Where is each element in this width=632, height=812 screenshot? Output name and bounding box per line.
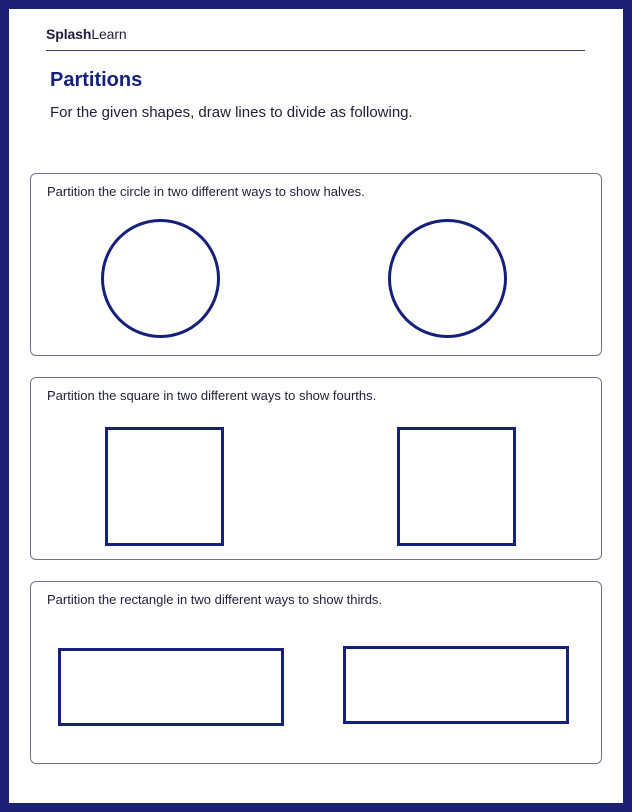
section-prompt: Partition the circle in two different ways to show halves.: [47, 184, 365, 199]
square-shape[interactable]: [397, 427, 516, 546]
section-prompt: Partition the rectangle in two different ways to show thirds.: [47, 592, 383, 607]
section-halves: [30, 173, 602, 356]
section-prompt: Partition the square in two different ways to show fourths.: [47, 388, 377, 403]
brand-logo: [46, 26, 127, 42]
instructions: For the given shapes, draw lines to divide as following.: [50, 104, 413, 121]
brand-logo-learn: Learn: [91, 26, 127, 42]
section-fourths: [30, 377, 602, 560]
brand-logo-splash: Splash: [46, 26, 92, 42]
circle-shape[interactable]: [388, 219, 507, 338]
rectangle-shape[interactable]: [58, 648, 284, 726]
square-shape[interactable]: [105, 427, 224, 546]
circle-shape[interactable]: [101, 219, 220, 338]
rectangle-shape[interactable]: [343, 646, 569, 724]
page-title: Partitions: [50, 69, 143, 91]
header-divider: [46, 50, 585, 51]
section-thirds: [30, 581, 602, 764]
